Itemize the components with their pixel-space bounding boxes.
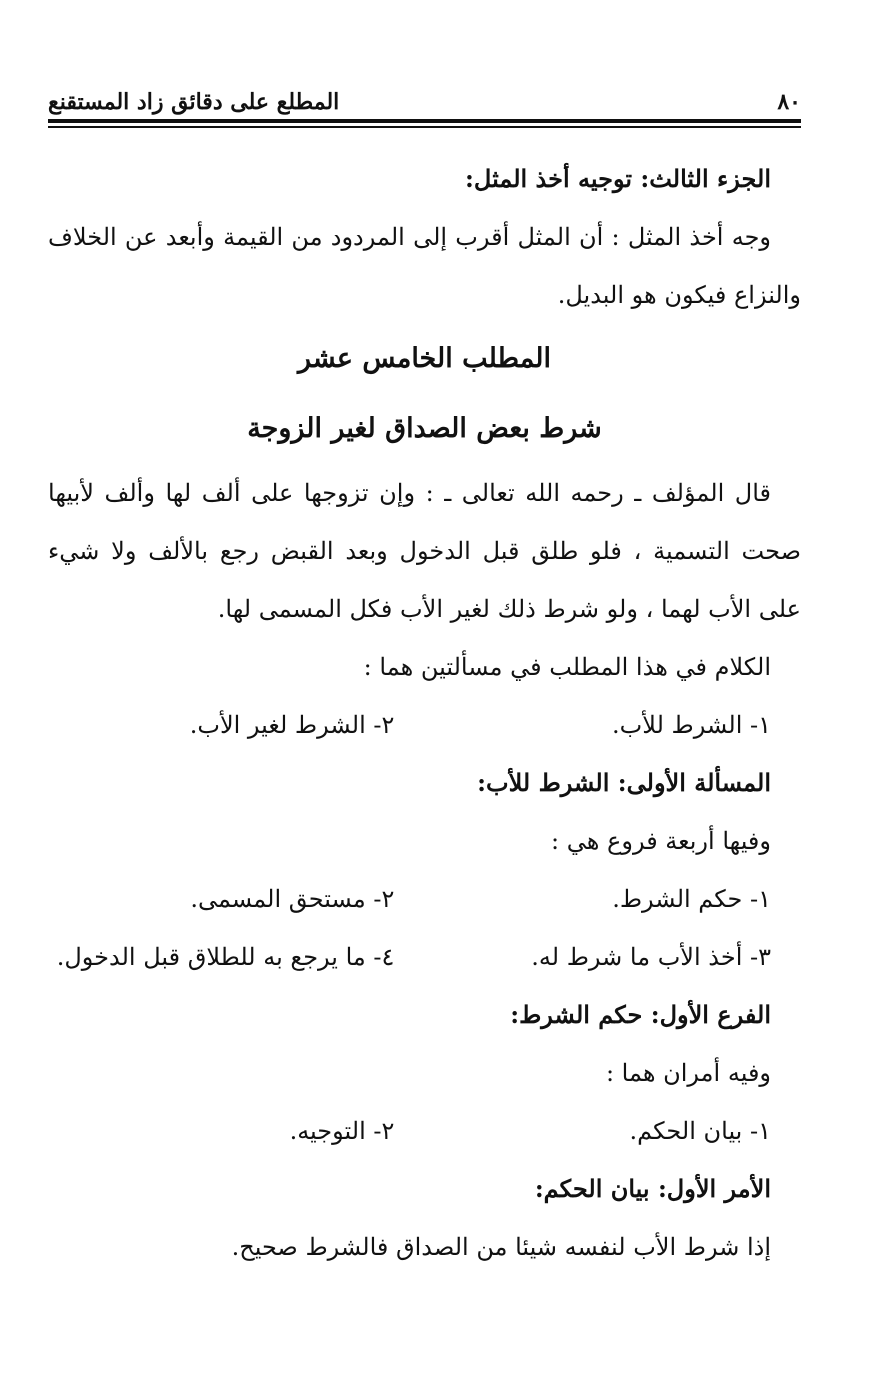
quote-line: صحت التسمية ، فلو طلق قبل الدخول وبعد القبض رجع بالألف ولا شيء xyxy=(48,537,801,565)
list-item: ٣- أخذ الأب ما شرط له. xyxy=(531,943,771,971)
matters-list xyxy=(48,1102,801,1160)
issues-list xyxy=(48,696,801,754)
branch1-intro: وفيه أمران هما : xyxy=(605,1059,771,1087)
section-title: المطلب الخامس عشر xyxy=(297,343,552,374)
page-body xyxy=(48,150,801,1276)
matter1-text: إذا شرط الأب لنفسه شيئا من الصداق فالشرط صحيح. xyxy=(231,1233,771,1261)
running-header xyxy=(48,86,801,118)
header-rule-thin xyxy=(48,126,801,128)
issue1-heading: المسألة الأولى: الشرط للأب: xyxy=(477,768,771,797)
list-item: ٢- الشرط لغير الأب. xyxy=(189,711,395,739)
branches-row xyxy=(48,928,801,986)
page-number: ٨٠ xyxy=(777,89,801,115)
quote-line: على الأب لهما ، ولو شرط ذلك لغير الأب فكل المسمى لها. xyxy=(217,595,801,623)
book-title: المطلع على دقائق زاد المستقنع xyxy=(48,89,340,115)
list-item: ١- الشرط للأب. xyxy=(612,711,771,739)
list-item: ١- حكم الشرط. xyxy=(612,885,771,913)
branches-row xyxy=(48,870,801,928)
paragraph-line: وجه أخذ المثل : أن المثل أقرب إلى المردود من القيمة وأبعد عن الخلاف xyxy=(48,223,772,251)
matter1-heading: الأمر الأول: بيان الحكم: xyxy=(534,1174,771,1203)
list-item: ٢- التوجيه. xyxy=(289,1117,395,1145)
issue1-intro: وفيها أربعة فروع هي : xyxy=(551,827,771,855)
section-subtitle: شرط بعض الصداق لغير الزوجة xyxy=(247,413,602,444)
list-item: ٤- ما يرجع به للطلاق قبل الدخول. xyxy=(56,943,395,971)
paragraph-line: والنزاع فيكون هو البديل. xyxy=(557,281,801,309)
header-rule-thick xyxy=(48,119,801,123)
intro-text: الكلام في هذا المطلب في مسألتين هما : xyxy=(363,653,771,681)
branch1-heading: الفرع الأول: حكم الشرط: xyxy=(510,1000,771,1029)
list-item: ٢- مستحق المسمى. xyxy=(190,885,395,913)
quote-line: قال المؤلف ـ رحمه الله تعالى ـ : وإن تزوجها على ألف لها وألف لأبيها xyxy=(48,479,771,507)
list-item: ١- بيان الحكم. xyxy=(629,1117,771,1145)
part3-heading: الجزء الثالث: توجيه أخذ المثل: xyxy=(465,164,771,193)
